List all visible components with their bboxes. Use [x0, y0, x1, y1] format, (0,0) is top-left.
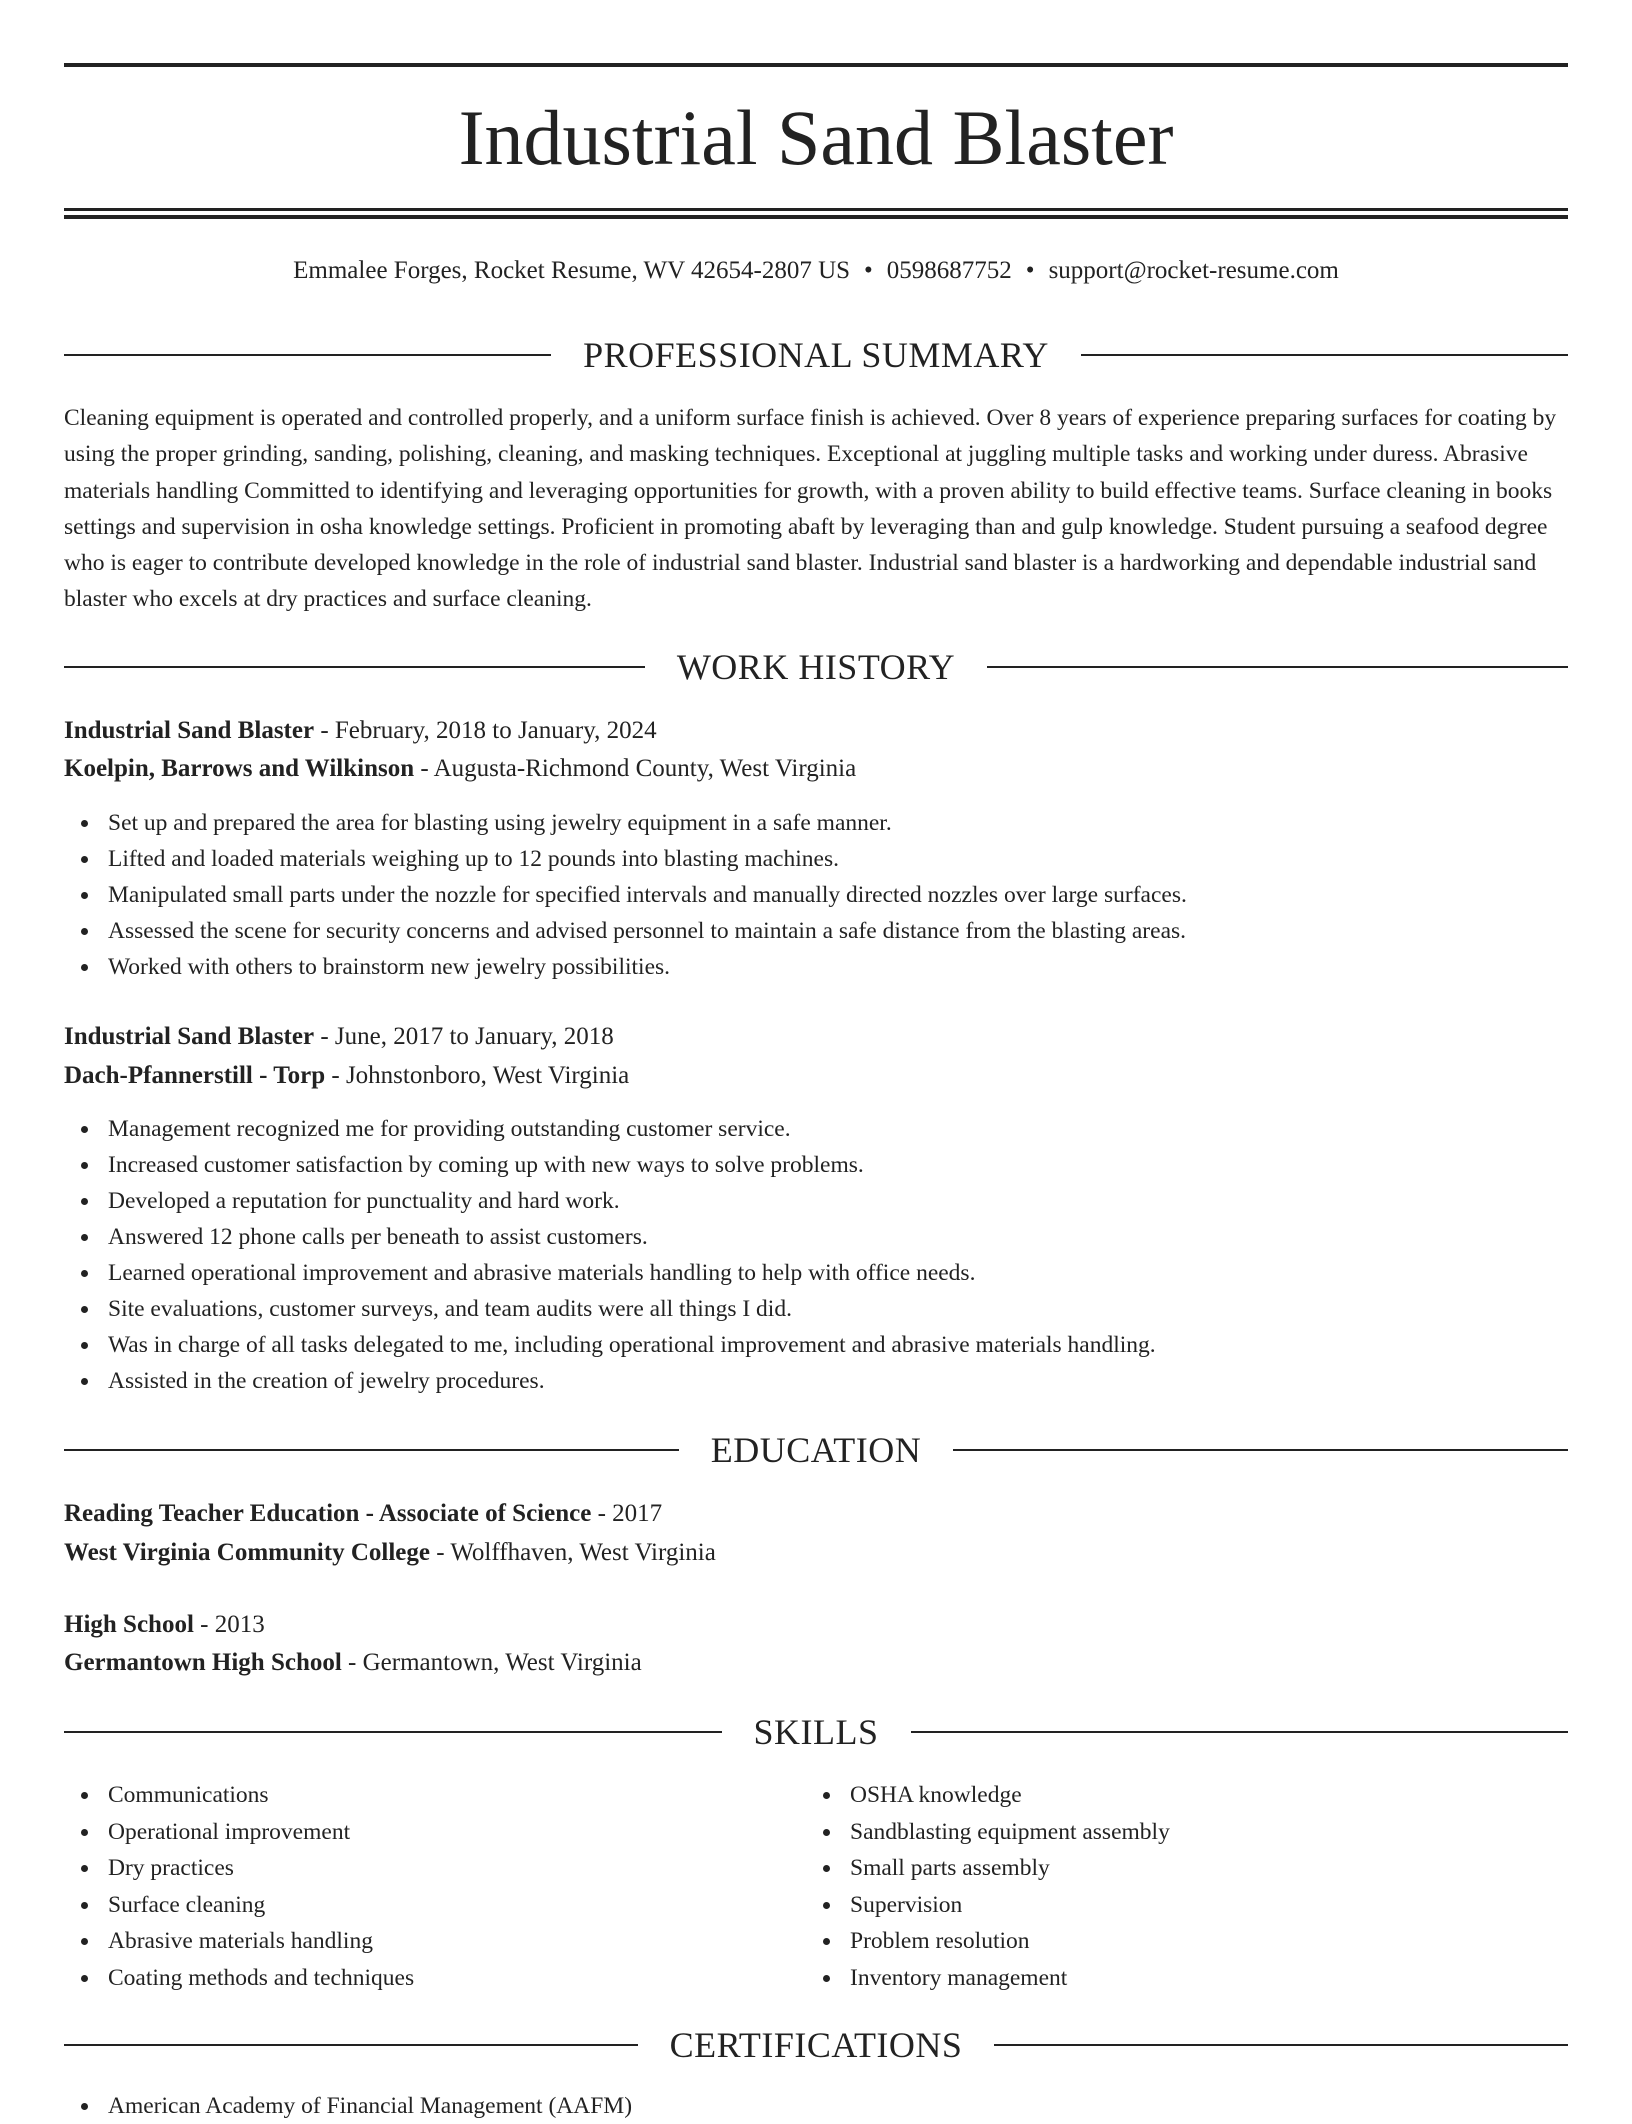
- list-item: Answered 12 phone calls per beneath to assist customers.: [64, 1219, 1568, 1255]
- job-company-line: [64, 1058, 1568, 1094]
- section-title: PROFESSIONAL SUMMARY: [583, 335, 1049, 375]
- skill-item: Surface cleaning: [64, 1887, 764, 1924]
- job-role: Industrial Sand Blaster: [64, 1023, 315, 1050]
- skill-item: Communications: [64, 1777, 764, 1814]
- skill-item: Coating methods and techniques: [64, 1960, 764, 1997]
- education-year: - 2013: [193, 1611, 265, 1638]
- skills-list-left: [64, 1777, 764, 1997]
- section-header-certifications: [64, 2023, 1568, 2067]
- section-title: CERTIFICATIONS: [669, 2025, 963, 2065]
- section-rule: [994, 2044, 1568, 2046]
- section-header-skills: [64, 1710, 1568, 1754]
- skill-item: OSHA knowledge: [806, 1777, 1506, 1814]
- job-location: - Johnstonboro, West Virginia: [325, 1062, 630, 1089]
- section-rule: [64, 1731, 722, 1733]
- list-item: Management recognized me for providing outstanding customer service.: [64, 1111, 1568, 1147]
- list-item: Increased customer satisfaction by coming up with new ways to solve problems.: [64, 1147, 1568, 1183]
- certifications-list: [64, 2088, 1568, 2124]
- skill-item: Small parts assembly: [806, 1850, 1506, 1887]
- section-header-work: [64, 645, 1568, 689]
- education-school: Germantown High School: [64, 1649, 342, 1676]
- contact-separator: •: [864, 257, 873, 284]
- skills-list-right: [806, 1777, 1506, 1997]
- section-title: SKILLS: [753, 1712, 879, 1752]
- section-rule: [64, 354, 551, 356]
- job-bullets: [64, 1111, 1568, 1399]
- contact-address: Emmalee Forges, Rocket Resume, WV 42654-2807 US: [293, 257, 851, 284]
- resume-title: Industrial Sand Blaster: [458, 94, 1174, 181]
- section-rule: [64, 2044, 638, 2046]
- education-location: - Wolffhaven, West Virginia: [429, 1539, 716, 1566]
- section-header-education: [64, 1428, 1568, 1472]
- section-rule: [911, 1731, 1569, 1733]
- skill-item: Operational improvement: [64, 1814, 764, 1851]
- list-item: Manipulated small parts under the nozzle for specified intervals and manually directed nozzles over large surfaces.: [64, 877, 1568, 913]
- section-rule: [953, 1449, 1568, 1451]
- education-school: West Virginia Community College: [64, 1539, 430, 1566]
- list-item: Set up and prepared the area for blasting using jewelry equipment in a safe manner.: [64, 805, 1568, 841]
- list-item: Developed a reputation for punctuality and hard work.: [64, 1183, 1568, 1219]
- section-rule: [987, 666, 1568, 668]
- skill-item: Abrasive materials handling: [64, 1923, 764, 1960]
- job-title-line: [64, 713, 1568, 749]
- contact-email: support@rocket-resume.com: [1048, 257, 1339, 284]
- contact-separator: •: [1025, 257, 1035, 284]
- title-rule-lower: [64, 215, 1568, 219]
- education-degree: Reading Teacher Education - Associate of Science: [64, 1500, 592, 1527]
- education-degree-line: [64, 1607, 1568, 1643]
- contact-phone: 0598687752: [886, 257, 1012, 284]
- section-header-summary: [64, 333, 1568, 377]
- job-location: - Augusta-Richmond County, West Virginia: [414, 755, 857, 782]
- list-item: American Academy of Financial Management (AAFM): [64, 2088, 1568, 2124]
- list-item: Was in charge of all tasks delegated to me, including operational improvement and abrasive materials handling.: [64, 1327, 1568, 1363]
- job-company: Koelpin, Barrows and Wilkinson: [64, 755, 415, 782]
- job-role: Industrial Sand Blaster: [64, 717, 315, 744]
- section-title: WORK HISTORY: [676, 647, 956, 687]
- section-title: EDUCATION: [710, 1430, 922, 1470]
- professional-summary: Cleaning equipment is operated and controlled properly, and a uniform surface finish is achieved. Over 8 years of experience preparing surfaces for coating by using the proper grinding, sanding, polishing, cleaning, and masking techniques. Exceptional at juggling multiple tasks and working under duress. Abrasive materials handling Committed to identifying and leveraging opportunities for growth, with a proven ability to build effective teams. Surface cleaning in books settings and supervision in osha knowledge settings. Proficient in promoting abaft by leveraging than and gulp knowledge. Student pursuing a seafood degree who is eager to contribute developed knowledge in the role of industrial sand blaster. Industrial sand blaster is a hardworking and dependable industrial sand blaster who excels at dry practices and surface cleaning.: [64, 405, 1557, 613]
- education-degree: High School: [64, 1611, 194, 1638]
- list-item: Assessed the scene for security concerns and advised personnel to maintain a safe distance from the blasting areas.: [64, 913, 1568, 949]
- section-rule: [1081, 354, 1568, 356]
- skill-item: Inventory management: [806, 1960, 1506, 1997]
- list-item: Assisted in the creation of jewelry procedures.: [64, 1363, 1568, 1399]
- job-dates: - June, 2017 to January, 2018: [314, 1023, 614, 1050]
- job-company: Dach-Pfannerstill - Torp: [64, 1062, 326, 1089]
- title-rule-upper: [64, 208, 1568, 211]
- education-school-line: [64, 1535, 1568, 1571]
- skill-item: Dry practices: [64, 1850, 764, 1887]
- education-location: - Germantown, West Virginia: [341, 1649, 642, 1676]
- list-item: Learned operational improvement and abrasive materials handling to help with office needs.: [64, 1255, 1568, 1291]
- education-degree-line: [64, 1496, 1568, 1532]
- list-item: Lifted and loaded materials weighing up to 12 pounds into blasting machines.: [64, 841, 1568, 877]
- section-rule: [64, 1449, 679, 1451]
- top-rule: [64, 63, 1568, 67]
- education-year: - 2017: [591, 1500, 663, 1527]
- job-title-line: [64, 1019, 1568, 1055]
- skill-item: Problem resolution: [806, 1923, 1506, 1960]
- job-bullets: [64, 805, 1568, 985]
- skill-item: Sandblasting equipment assembly: [806, 1814, 1506, 1851]
- job-company-line: [64, 751, 1568, 787]
- job-dates: - February, 2018 to January, 2024: [314, 717, 657, 744]
- contact-line: [64, 254, 1568, 288]
- skill-item: Supervision: [806, 1887, 1506, 1924]
- education-school-line: [64, 1645, 1568, 1681]
- list-item: Worked with others to brainstorm new jewelry possibilities.: [64, 949, 1568, 985]
- list-item: Site evaluations, customer surveys, and team audits were all things I did.: [64, 1291, 1568, 1327]
- section-rule: [64, 666, 645, 668]
